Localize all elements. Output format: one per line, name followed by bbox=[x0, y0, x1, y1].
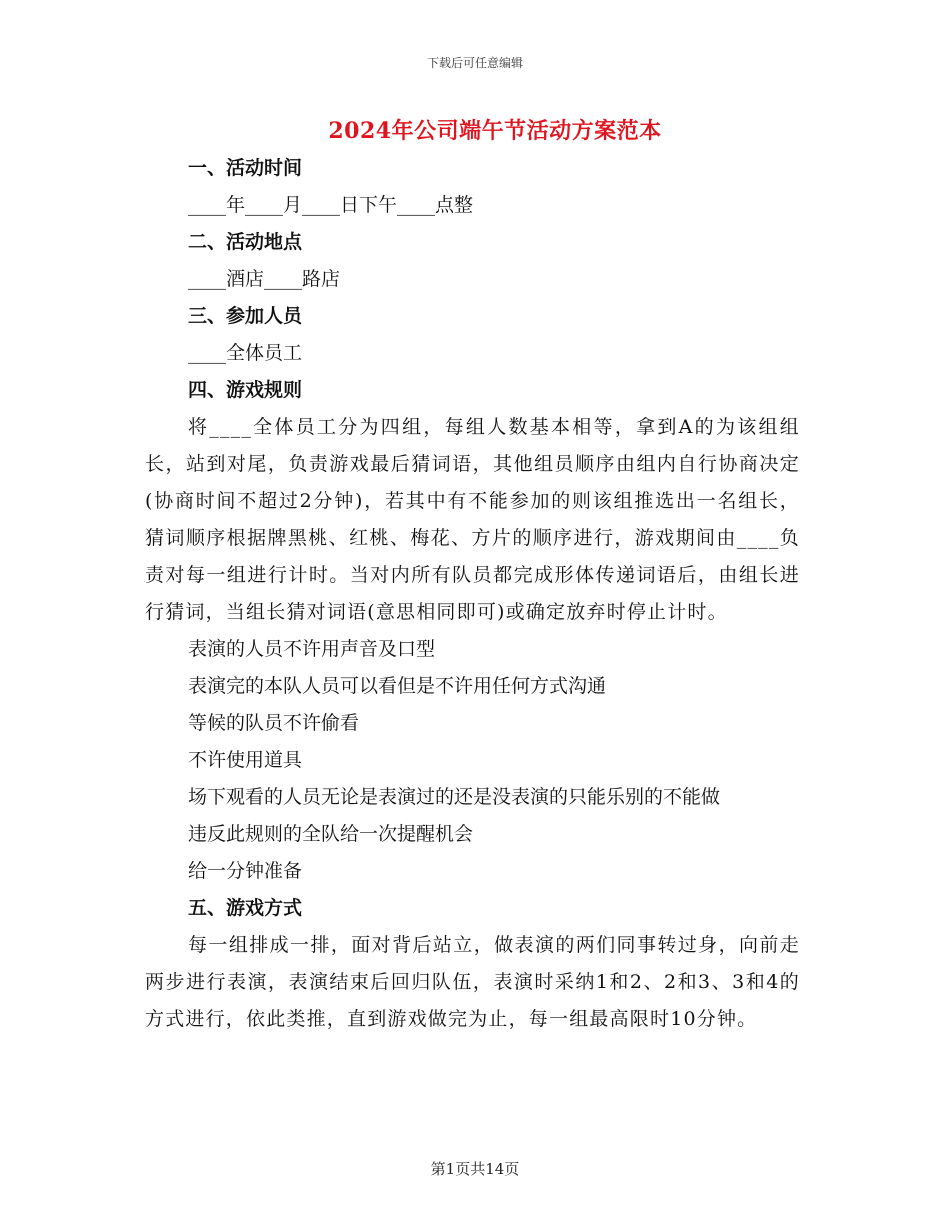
rule-item: 等候的队员不许偷看 bbox=[188, 712, 360, 734]
rule-item: 给一分钟准备 bbox=[188, 860, 303, 882]
section-heading-rules: 四、游戏规则 bbox=[188, 379, 303, 401]
document-body bbox=[145, 150, 800, 1038]
rule-item: 场下观看的人员无论是表演过的还是没表演的只能乐别的不能做 bbox=[188, 786, 721, 808]
document-title: 2024年公司端午节活动方案范本 bbox=[328, 118, 662, 144]
section-heading-method: 五、游戏方式 bbox=[188, 897, 303, 919]
rule-item: 表演完的本队人员可以看但是不许用任何方式沟通 bbox=[188, 675, 607, 697]
section-text-participants: ____全体员工 bbox=[188, 342, 303, 364]
section-heading-participants: 三、参加人员 bbox=[188, 305, 303, 327]
section-heading-time: 一、活动时间 bbox=[188, 157, 303, 179]
header-note: 下载后可任意编辑 bbox=[426, 56, 523, 70]
rule-item: 不许使用道具 bbox=[188, 749, 303, 771]
rules-paragraph: 将____全体员工分为四组，每组人数基本相等，拿到A的为该组组长，站到对尾，负责游戏最后猜词语，其他组员顺序由组内自行协商决定(协商时间不超过2分钟)，若其中有不能参加的则该组推选出一名组长，猜词顺序根据牌黑桃、红桃、梅花、方片的顺序进行，游戏期间由____负责对每一组进行计时。当对内所有队员都完成形体传递词语后，由组长进行猜词，当组长猜对词语(意思相同即可)或确定放弃时停止计时。 bbox=[145, 416, 800, 623]
method-paragraph: 每一组排成一排，面对背后站立，做表演的两们同事转过身，向前走两步进行表演，表演结束后回归队伍，表演时采纳1和2、2和3、3和4的方式进行，依此类推，直到游戏做完为止，每一组最高限时10分钟。 bbox=[145, 934, 800, 1030]
rule-item: 表演的人员不许用声音及口型 bbox=[188, 638, 436, 660]
rule-item: 违反此规则的全队给一次提醒机会 bbox=[188, 823, 474, 845]
page-number: 第1页共14页 bbox=[430, 1160, 520, 1178]
section-heading-location: 二、活动地点 bbox=[188, 231, 303, 253]
section-text-location: ____酒店____路店 bbox=[188, 268, 341, 290]
section-text-time: ____年____月____日下午____点整 bbox=[188, 194, 474, 216]
